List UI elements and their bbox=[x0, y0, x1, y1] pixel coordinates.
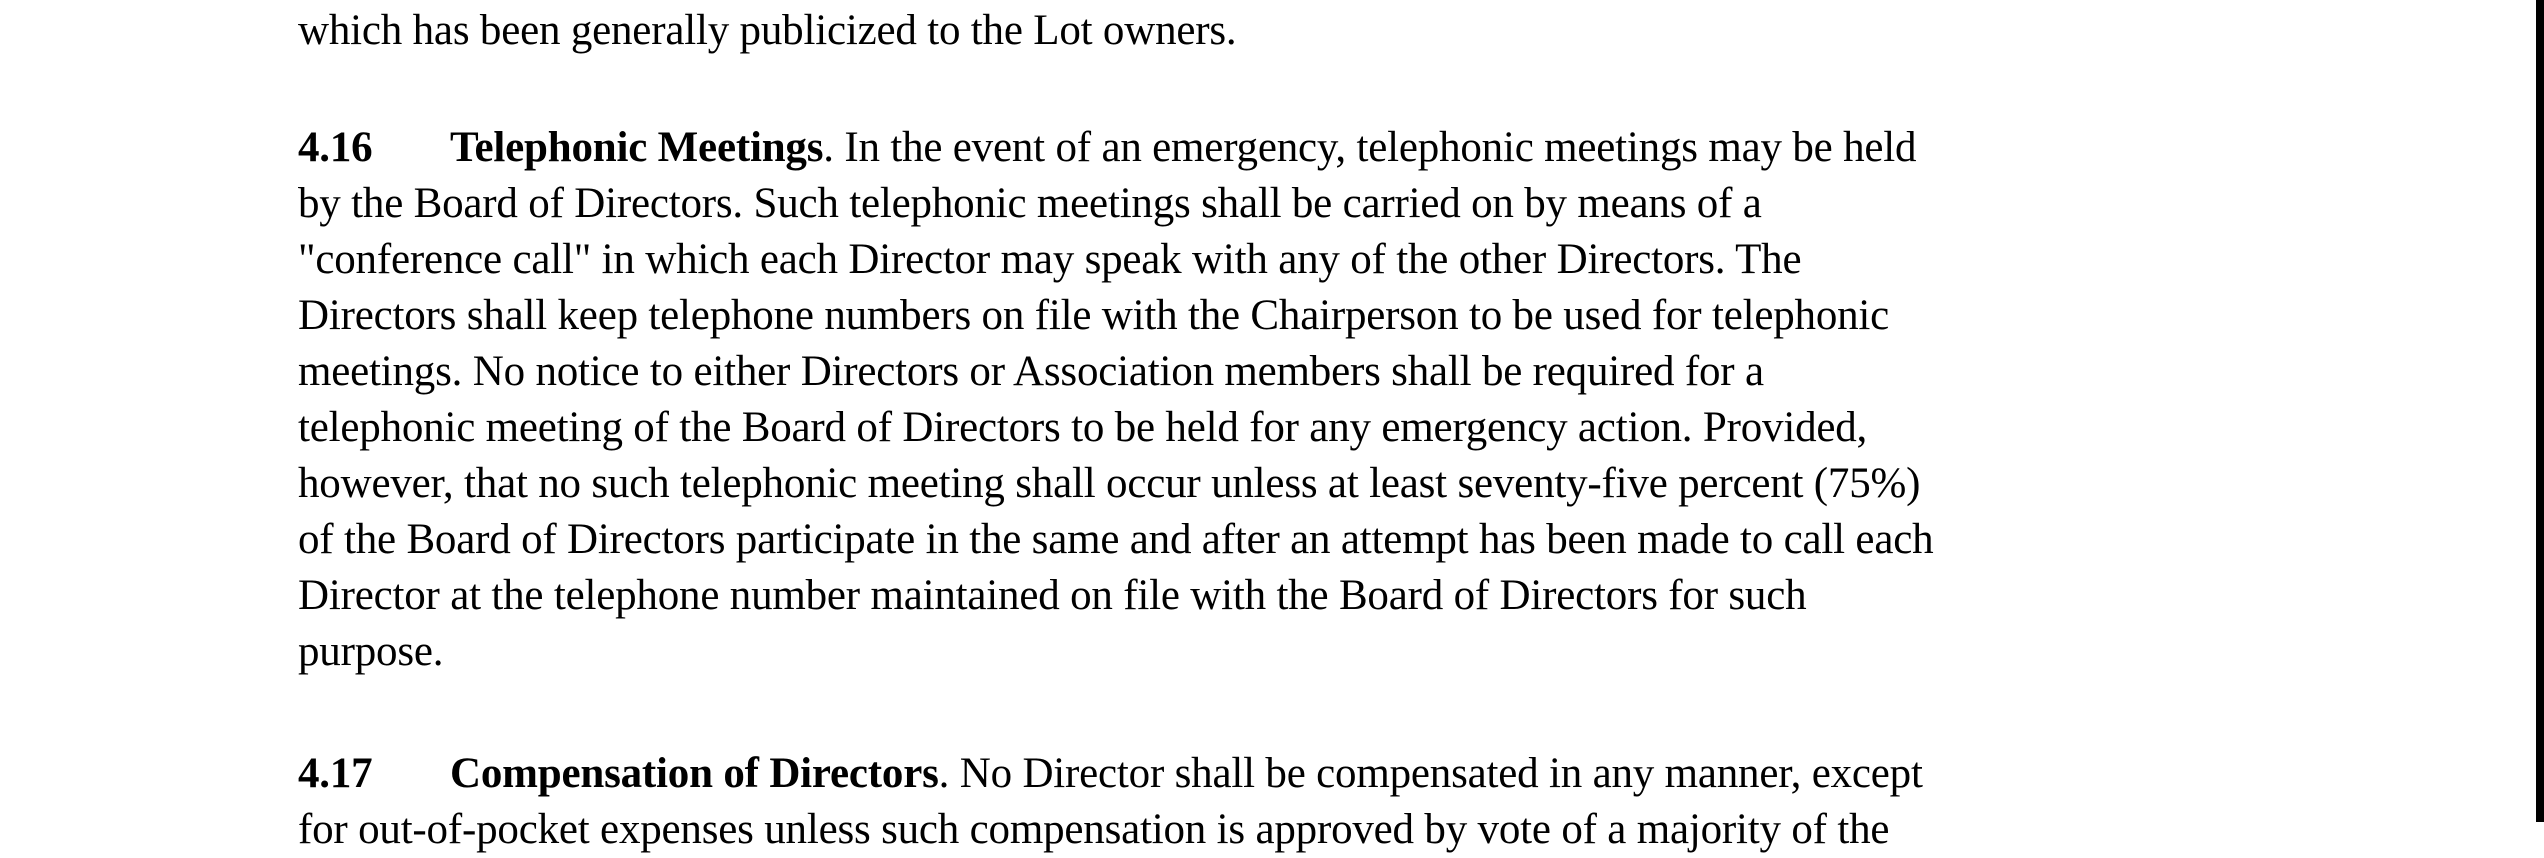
section-4-16-line-3: "conference call" in which each Director may speak with any of the other Directors. The bbox=[298, 236, 1802, 283]
section-4-16-line-2: by the Board of Directors. Such telephonic meetings shall be carried on by means of a bbox=[298, 180, 1762, 227]
section-heading: Compensation of Directors bbox=[450, 750, 939, 797]
section-4-16-line-8: of the Board of Directors participate in the same and after an attempt has been made to call each bbox=[298, 516, 1934, 563]
section-number: 4.16 bbox=[298, 124, 373, 171]
section-text: . No Director shall be compensated in any manner, except bbox=[938, 750, 1923, 797]
section-4-16-line-9: Director at the telephone number maintained on file with the Board of Directors for such bbox=[298, 572, 1807, 619]
text-line-publicized: which has been generally publicized to the Lot owners. bbox=[298, 7, 1237, 54]
section-text: . In the event of an emergency, telephonic meetings may be held bbox=[823, 124, 1917, 171]
section-4-16-line-4: Directors shall keep telephone numbers on file with the Chairperson to be used for telephonic bbox=[298, 292, 1890, 339]
section-4-17-heading-line bbox=[298, 746, 1923, 802]
section-4-16-line-10: purpose. bbox=[298, 628, 444, 675]
section-4-17-line-2: for out-of-pocket expenses unless such compensation is approved by vote of a majority of the bbox=[298, 806, 1890, 853]
section-4-16-heading-line bbox=[298, 120, 1916, 176]
section-number: 4.17 bbox=[298, 750, 373, 797]
section-4-16-line-5: meetings. No notice to either Directors or Association members shall be required for a bbox=[298, 348, 1764, 395]
page-edge-border bbox=[2536, 0, 2544, 822]
section-heading: Telephonic Meetings bbox=[450, 124, 824, 171]
section-4-16-line-7: however, that no such telephonic meeting shall occur unless at least seventy-five percent (75%) bbox=[298, 460, 1921, 507]
section-4-16-line-6: telephonic meeting of the Board of Directors to be held for any emergency action. Provided, bbox=[298, 404, 1868, 451]
